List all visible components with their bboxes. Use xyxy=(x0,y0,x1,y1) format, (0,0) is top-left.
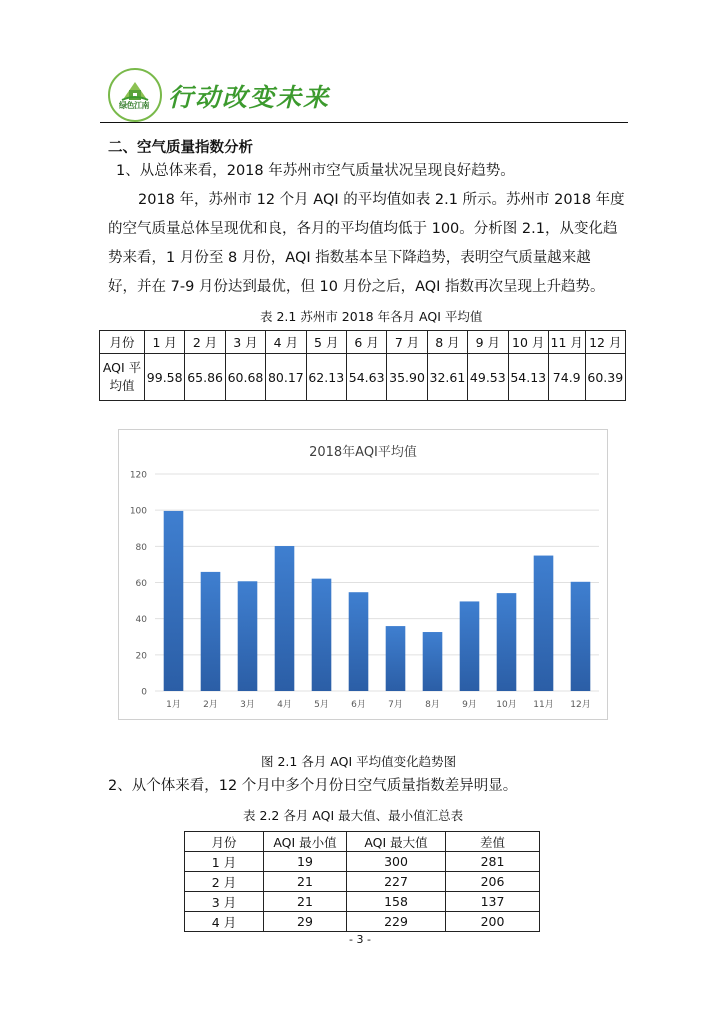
point-1: 1、从总体来看，2018 年苏州市空气质量状况呈现良好趋势。 xyxy=(116,163,515,179)
page-number: - 3 - xyxy=(349,933,371,946)
x-tick-label: 8月 xyxy=(425,700,440,710)
table-cell: 60.39 xyxy=(585,354,625,401)
table-cell: 4 月 xyxy=(185,912,264,932)
table-cell: 80.17 xyxy=(266,354,306,401)
paragraph-line-4: 好，并在 7-9 月份达到最优，但 10 月份之后，AQI 指数再次呈现上升趋势。 xyxy=(108,279,605,295)
table-cell: 19 xyxy=(264,852,347,872)
bar-7 xyxy=(386,626,406,691)
x-tick-label: 10月 xyxy=(496,700,517,710)
table-cell: 281 xyxy=(446,852,540,872)
y-tick-label: 0 xyxy=(141,687,147,698)
paragraph-line-1: 2018 年，苏州市 12 个月 AQI 的平均值如表 2.1 所示。苏州市 2018 年度 xyxy=(138,192,625,208)
section-title: 二、空气质量指数分析 xyxy=(108,140,253,156)
chart-frame xyxy=(118,429,608,720)
house-icon xyxy=(110,70,160,120)
table-row xyxy=(185,912,540,932)
table-cell: 2 月 xyxy=(185,872,264,892)
table-cell: 65.86 xyxy=(185,354,225,401)
table-header-cell: 月份 xyxy=(100,331,145,354)
x-tick-label: 7月 xyxy=(388,700,403,710)
bar-5 xyxy=(312,579,332,691)
header-divider xyxy=(100,122,628,123)
table-cell: 99.58 xyxy=(145,354,185,401)
table-cell: 1 月 xyxy=(185,852,264,872)
table-cell: 200 xyxy=(446,912,540,932)
x-tick-label: 12月 xyxy=(570,700,591,710)
table-cell: 12 月 xyxy=(585,331,625,354)
table-cell: 6 月 xyxy=(346,331,386,354)
table-cell: 74.9 xyxy=(548,354,585,401)
table1-caption: 表 2.1 苏州市 2018 年各月 AQI 平均值 xyxy=(260,309,483,324)
x-tick-label: 2月 xyxy=(203,700,218,710)
table-cell: 3 月 xyxy=(225,331,265,354)
table-cell: 206 xyxy=(446,872,540,892)
bar-1 xyxy=(164,511,184,691)
bar-10 xyxy=(497,593,517,691)
table-cell: 300 xyxy=(347,852,446,872)
table-cell: 10 月 xyxy=(508,331,548,354)
bar-9 xyxy=(460,601,480,691)
bar-8 xyxy=(423,632,443,691)
x-tick-label: 9月 xyxy=(462,700,477,710)
paragraph-line-3: 势来看，1 月份至 8 月份，AQI 指数基本呈下降趋势，表明空气质量越来越 xyxy=(108,250,591,266)
y-tick-label: 80 xyxy=(135,542,147,553)
table-row xyxy=(100,331,626,354)
table-header-cell: AQI 最大值 xyxy=(347,832,446,852)
bar-2 xyxy=(201,572,221,691)
table-cell: 7 月 xyxy=(387,331,427,354)
table-cell: 29 xyxy=(264,912,347,932)
bar-11 xyxy=(534,556,554,691)
table-cell: 9 月 xyxy=(468,331,508,354)
table-cell: 1 月 xyxy=(145,331,185,354)
logo-text: 绿色江南 xyxy=(119,101,149,110)
x-tick-label: 3月 xyxy=(240,700,255,710)
x-tick-label: 11月 xyxy=(533,700,554,710)
table-header-cell: AQI 平均值 xyxy=(100,354,145,401)
y-tick-label: 40 xyxy=(135,615,147,626)
table-cell: 5 月 xyxy=(306,331,346,354)
bar-12 xyxy=(571,582,591,691)
paragraph-line-2: 的空气质量总体呈现优和良，各月的平均值均低于 100。分析图 2.1，从变化趋 xyxy=(108,221,618,237)
header-slogan: 行动改变未来 xyxy=(168,83,331,112)
table2-caption: 表 2.2 各月 AQI 最大值、最小值汇总表 xyxy=(243,808,464,823)
aqi-average-table xyxy=(99,330,626,401)
table-header-cell: 月份 xyxy=(185,832,264,852)
table-cell: 54.13 xyxy=(508,354,548,401)
table-cell: 158 xyxy=(347,892,446,912)
table-header-cell: AQI 最小值 xyxy=(264,832,347,852)
y-tick-label: 20 xyxy=(135,651,147,662)
table-cell: 54.63 xyxy=(346,354,386,401)
bar-6 xyxy=(349,592,369,691)
table-header-cell: 差值 xyxy=(446,832,540,852)
aqi-min-max-table xyxy=(184,831,540,932)
table-cell: 227 xyxy=(347,872,446,892)
figure-caption: 图 2.1 各月 AQI 平均值变化趋势图 xyxy=(261,754,457,769)
table-cell: 4 月 xyxy=(266,331,306,354)
x-tick-label: 5月 xyxy=(314,700,329,710)
table-cell: 137 xyxy=(446,892,540,912)
aqi-bar-chart xyxy=(119,430,607,719)
table-row xyxy=(185,892,540,912)
x-tick-label: 6月 xyxy=(351,700,366,710)
table-cell: 11 月 xyxy=(548,331,585,354)
table-row xyxy=(100,354,626,401)
table-cell: 21 xyxy=(264,892,347,912)
table-cell: 32.61 xyxy=(427,354,467,401)
table-cell: 49.53 xyxy=(468,354,508,401)
table-cell: 60.68 xyxy=(225,354,265,401)
table-row xyxy=(185,872,540,892)
table-row xyxy=(185,852,540,872)
y-tick-label: 120 xyxy=(129,470,147,481)
chart-title: 2018年AQI平均值 xyxy=(309,445,417,460)
table-cell: 2 月 xyxy=(185,331,225,354)
table-cell: 35.90 xyxy=(387,354,427,401)
table-cell: 3 月 xyxy=(185,892,264,912)
y-tick-label: 100 xyxy=(129,506,147,517)
x-tick-label: 4月 xyxy=(277,700,292,710)
point-2: 2、从个体来看，12 个月中多个月份日空气质量指数差异明显。 xyxy=(108,778,518,794)
y-tick-label: 60 xyxy=(135,579,147,589)
table-cell: 229 xyxy=(347,912,446,932)
logo xyxy=(108,68,162,122)
x-tick-label: 1月 xyxy=(166,700,181,710)
table-cell: 21 xyxy=(264,872,347,892)
bar-4 xyxy=(275,546,295,691)
table-cell: 8 月 xyxy=(427,331,467,354)
bar-3 xyxy=(238,581,258,691)
table-cell: 62.13 xyxy=(306,354,346,401)
table-header-row xyxy=(185,832,540,852)
